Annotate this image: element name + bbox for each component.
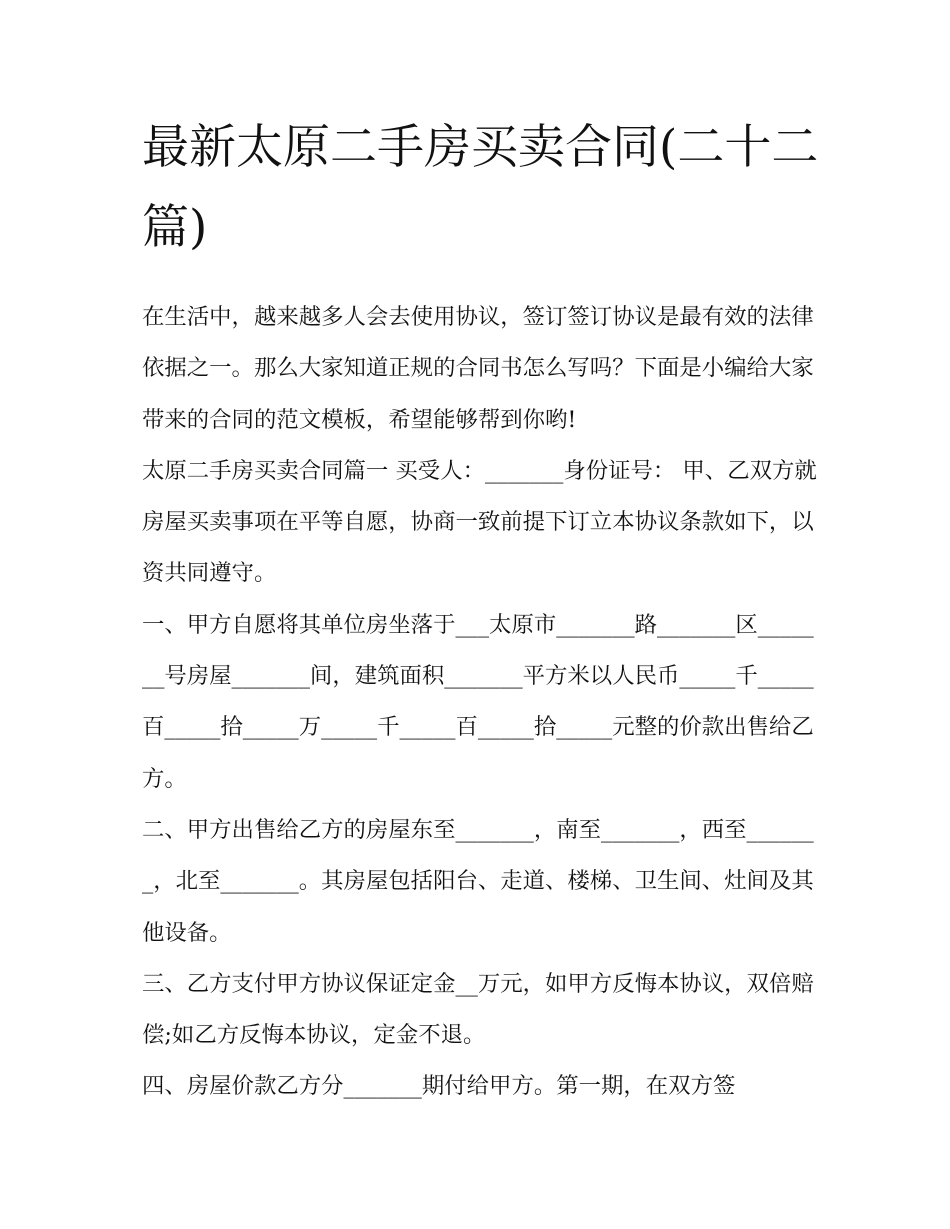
intro-paragraph: 在生活中，越来越多人会去使用协议，签订签订协议是最有效的法律依据之一。那么大家知道正规的合同书怎么写吗？下面是小编给大家带来的合同的范文模板，希望能够帮到你哟! (142, 304, 814, 433)
clause-2-paragraph: 二、甲方出售给乙方的房屋东至_______，南至_______，西至_______，北至_______。其房屋包括阳台、走道、楼梯、卫生间、灶间及其他设备。 (142, 816, 814, 946)
clause-1-paragraph: 一、甲方自愿将其单位房坐落于___太原市_______路_______区_______号房屋_______间，建筑面积_______平方米以人民币_____千_____百_____拾_____万_____千_____百_____拾_____元整的价款出售给乙方。 (142, 611, 814, 792)
document-title: 最新太原二手房买卖合同(二十二篇) (142, 120, 819, 255)
clause-4-paragraph: 四、房屋价款乙方分_______期付给甲方。第一期，在双方签 (142, 1073, 736, 1100)
clause-3-paragraph: 三、乙方支付甲方协议保证定金__万元，如甲方反悔本协议，双倍赔偿;如乙方反悔本协议，定金不退。 (142, 970, 814, 1049)
document-page (142, 108, 822, 1113)
contract-header-paragraph: 太原二手房买卖合同篇一 买受人：_______身份证号： 甲、乙双方就房屋买卖事项在平等自愿，协商一致前提下订立本协议条款如下，以资共同遵守。 (142, 457, 817, 587)
